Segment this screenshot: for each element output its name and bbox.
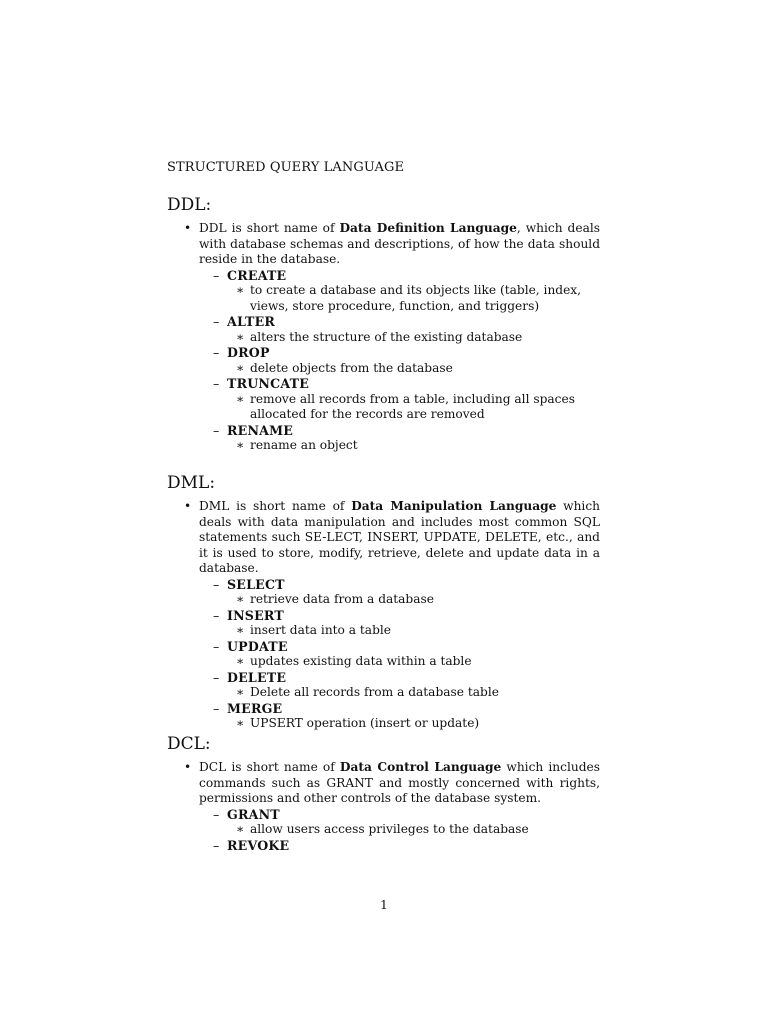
command-name: – CREATE: [213, 267, 287, 283]
dash-icon: –: [213, 607, 220, 623]
dash-icon: –: [213, 806, 220, 822]
section-heading: DML:: [167, 473, 216, 493]
term: Data Manipulation Language: [351, 499, 557, 513]
command-description: ∗ Delete all records from a database table: [236, 685, 499, 699]
section-dcl: [167, 734, 600, 853]
command-description: ∗ UPSERT operation (insert or update): [236, 716, 480, 730]
command-name: – INSERT: [213, 607, 284, 623]
dash-icon: –: [213, 345, 220, 360]
bullet-icon: •: [184, 221, 192, 235]
term: Data Definition Language: [339, 221, 517, 235]
section-intro: • DCL is short name of Data Control Language which includes commands such as GRANT and mostly concerned with rights, permissions and other controls of the database system.: [184, 760, 600, 805]
star-icon: ∗: [236, 438, 245, 452]
dash-icon: –: [213, 638, 220, 654]
command-description: ∗ alters the structure of the existing database: [236, 329, 523, 344]
dash-icon: –: [213, 267, 220, 283]
command-description: ∗ remove all records from a table, including all spaces allocated for the records are removed: [236, 391, 575, 421]
star-icon: ∗: [236, 623, 245, 637]
dash-icon: –: [213, 422, 220, 438]
command-name: – DROP: [213, 345, 270, 360]
dash-icon: –: [213, 376, 220, 391]
star-icon: ∗: [236, 391, 245, 406]
command-description: ∗ to create a database and its objects like (table, index, views, store procedure, function, and triggers): [236, 283, 582, 313]
dash-icon: –: [213, 837, 220, 853]
command-list: [167, 268, 600, 454]
command-name: – ALTER: [213, 314, 276, 329]
command-name: – MERGE: [213, 700, 283, 716]
section-intro: • DML is short name of Data Manipulation Language which deals with data manipulation and includes most common SQL statements such SE-LECT, INSERT, UPDATE, DELETE, etc., and it is used to store, modify, retrieve, delete and update data in a database.: [184, 499, 600, 575]
command-description: ∗ allow users access privileges to the database: [236, 822, 529, 836]
bullet-icon: •: [184, 499, 192, 513]
command-name: – SELECT: [213, 576, 285, 592]
document-title: STRUCTURED QUERY LANGUAGE: [167, 160, 405, 175]
command-description: ∗ insert data into a table: [236, 623, 391, 637]
term: Data Control Language: [339, 760, 502, 774]
command-name: – DELETE: [213, 669, 287, 685]
section-heading: DDL:: [167, 195, 212, 215]
star-icon: ∗: [236, 360, 245, 375]
bullet-icon: •: [184, 760, 192, 774]
command-description: ∗ retrieve data from a database: [236, 592, 434, 606]
page-number: 1: [380, 898, 388, 912]
command-list: [167, 577, 600, 732]
star-icon: ∗: [236, 716, 245, 730]
dash-icon: –: [213, 700, 220, 716]
command-description: ∗ updates existing data within a table: [236, 654, 472, 668]
section-heading: DCL:: [167, 734, 211, 754]
dash-icon: –: [213, 576, 220, 592]
command-name: – RENAME: [213, 422, 294, 438]
star-icon: ∗: [236, 685, 245, 699]
command-name: – REVOKE: [213, 837, 290, 853]
section-ddl: [167, 195, 600, 454]
star-icon: ∗: [236, 283, 245, 297]
dash-icon: –: [213, 314, 220, 329]
section-intro: • DDL is short name of Data Definition Language, which deals with database schemas and descriptions, of how the data should reside in the database.: [184, 221, 600, 266]
command-description: ∗ delete objects from the database: [236, 360, 453, 375]
command-description: ∗ rename an object: [236, 438, 358, 452]
star-icon: ∗: [236, 592, 245, 606]
star-icon: ∗: [236, 822, 245, 836]
section-dml: [167, 473, 600, 732]
star-icon: ∗: [236, 329, 245, 344]
command-name: – UPDATE: [213, 638, 288, 654]
command-name: – GRANT: [213, 806, 280, 822]
star-icon: ∗: [236, 654, 245, 668]
dash-icon: –: [213, 669, 220, 685]
command-name: – TRUNCATE: [213, 376, 310, 391]
command-list: [167, 807, 600, 854]
